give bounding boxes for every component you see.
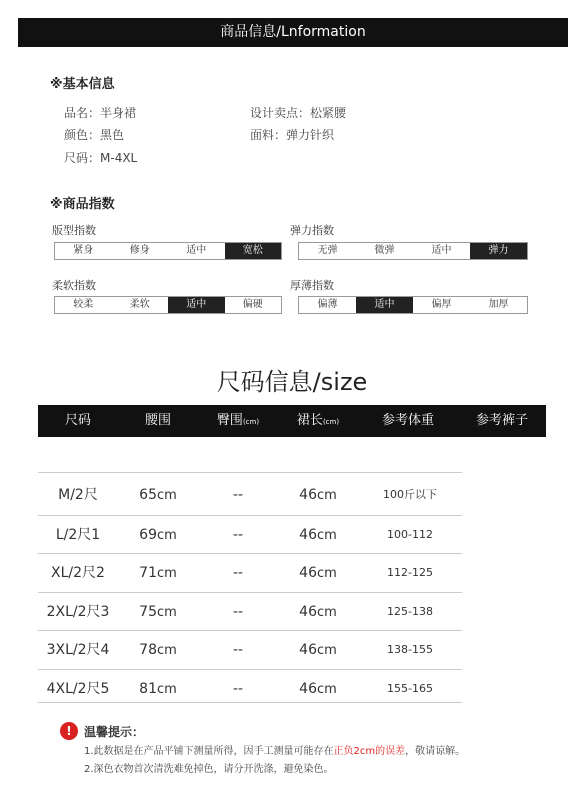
size-cell — [38, 554, 118, 592]
table-row — [38, 630, 462, 669]
waist-cell — [118, 631, 198, 669]
length-cell — [278, 631, 358, 669]
scale-option: 柔软 — [129, 299, 150, 310]
header-pants — [458, 405, 546, 437]
cell-value: 4XL/2尺5 — [46, 680, 110, 697]
header-hip — [198, 405, 278, 437]
table-row — [38, 515, 462, 554]
index-info-heading: ※商品指数 — [50, 197, 115, 212]
info-label: 设计卖点： — [250, 106, 311, 120]
scale-option: 偏薄 — [317, 299, 338, 310]
info-value: 弹力针织 — [286, 128, 335, 142]
cell-value: 69 — [139, 526, 157, 543]
scale-option: 加厚 — [488, 299, 509, 310]
basic-info-heading: ※基本信息 — [50, 77, 115, 92]
header-waist — [118, 405, 198, 437]
cell-value: 75 — [139, 603, 157, 620]
info-label: 品名： — [64, 106, 101, 120]
info-value: 松紧腰 — [310, 106, 347, 120]
header-text: 裙长 — [296, 413, 323, 428]
cell-value: 46 — [299, 487, 317, 503]
scale-option: 宽松 — [225, 243, 282, 259]
info-value: 黑色 — [100, 128, 125, 142]
scale-option: 适中 — [431, 245, 452, 256]
scale-option: 弹力 — [470, 243, 527, 259]
info-item-design — [250, 104, 346, 121]
table-row — [38, 476, 462, 514]
scale-option: 适中 — [186, 245, 207, 256]
table-bottom-rule — [38, 702, 462, 703]
header-text: 尺码 — [64, 413, 91, 428]
cell-unit: cm — [317, 488, 337, 503]
cell-value: 100斤以下 — [383, 488, 437, 501]
scale-fit — [54, 242, 282, 260]
info-label: 面料： — [250, 128, 287, 142]
table-top-rule — [38, 472, 462, 473]
scale-option: 偏厚 — [431, 299, 452, 310]
size-cell — [38, 631, 118, 669]
cell-value: 46 — [299, 565, 317, 581]
size-cell — [38, 476, 118, 514]
header-text: 臀围 — [216, 413, 243, 428]
cell-unit: cm — [157, 527, 177, 543]
table-row — [38, 553, 462, 592]
table-row — [38, 592, 462, 631]
scale-label-thickness: 厚薄指数 — [290, 279, 334, 292]
scale-option: 修身 — [129, 245, 150, 256]
hip-cell — [198, 631, 278, 669]
waist-cell — [118, 593, 198, 631]
info-item-name — [64, 104, 136, 121]
exclamation-icon: ! — [60, 722, 78, 740]
scale-elastic — [298, 242, 528, 260]
cell-value: -- — [232, 603, 244, 620]
header-length — [278, 405, 358, 437]
scale-softness — [54, 296, 282, 314]
length-cell — [278, 476, 358, 514]
info-item-fabric — [250, 126, 334, 143]
scale-option: 紧身 — [73, 245, 94, 256]
hip-cell — [198, 476, 278, 514]
tips-title: 温馨提示： — [84, 725, 145, 739]
waist-cell — [118, 516, 198, 554]
cell-unit: cm — [317, 643, 337, 658]
header-unit: (cm) — [242, 418, 260, 426]
cell-value: 138-155 — [387, 643, 433, 656]
cell-unit: cm — [317, 681, 337, 697]
cell-value: 65 — [139, 487, 157, 503]
cell-unit: cm — [157, 604, 177, 620]
tip-text: ，敬请谅解。 — [405, 746, 466, 757]
cell-unit: cm — [157, 681, 177, 697]
cell-value: 125-138 — [387, 604, 433, 618]
size-cell — [38, 516, 118, 554]
scale-option: 偏硬 — [242, 299, 263, 310]
weight-cell — [358, 476, 462, 514]
scale-label-softness: 柔软指数 — [52, 279, 96, 292]
scale-option: 微弹 — [374, 245, 395, 256]
hip-cell — [198, 516, 278, 554]
cell-value: 155-165 — [387, 681, 433, 695]
cell-unit: cm — [157, 488, 177, 503]
length-cell — [278, 554, 358, 592]
hip-cell — [198, 554, 278, 592]
info-value: 半身裙 — [100, 106, 137, 120]
cell-value: M/2尺 — [58, 487, 98, 503]
scale-label-elastic: 弹力指数 — [290, 224, 334, 237]
cell-unit: cm — [157, 643, 177, 658]
header-size — [38, 405, 118, 437]
waist-cell — [118, 476, 198, 514]
header-text: 腰围 — [144, 413, 171, 428]
cell-value: 46 — [299, 642, 317, 658]
size-cell — [38, 593, 118, 631]
cell-unit: cm — [157, 566, 177, 581]
cell-unit: cm — [317, 604, 337, 620]
cell-value: 2XL/2尺3 — [46, 603, 110, 620]
tip-line-2: 2.深色衣物首次清洗难免掉色，请分开洗涤，避免染色。 — [84, 764, 334, 775]
cell-value: 81 — [139, 680, 157, 697]
weight-cell — [358, 593, 462, 631]
cell-unit: cm — [317, 566, 337, 581]
cell-value: -- — [232, 680, 244, 697]
cell-value: L/2尺1 — [55, 526, 101, 543]
info-item-size — [64, 149, 137, 166]
length-cell — [278, 516, 358, 554]
size-info-title: 尺码信息/size — [216, 368, 368, 396]
length-cell — [278, 593, 358, 631]
info-value: M-4XL — [100, 151, 138, 165]
scale-label-fit: 版型指数 — [52, 224, 96, 237]
header-text: 参考裤子 — [475, 413, 528, 428]
scale-thickness — [298, 296, 528, 314]
scale-option: 较柔 — [73, 299, 94, 310]
scale-option: 适中 — [356, 297, 413, 313]
cell-value: 46 — [299, 603, 317, 620]
cell-unit: cm — [317, 527, 337, 543]
cell-value: 112-125 — [387, 566, 433, 579]
cell-value: 100-112 — [387, 527, 433, 541]
cell-value: 46 — [299, 526, 317, 543]
info-label: 颜色： — [64, 128, 101, 142]
tip-text: 1.此数据是在产品平铺下测量所得，因手工测量可能存在 — [84, 746, 334, 757]
cell-value: -- — [232, 487, 244, 503]
weight-cell — [358, 554, 462, 592]
waist-cell — [118, 554, 198, 592]
cell-value: -- — [232, 642, 244, 658]
cell-value: -- — [232, 526, 244, 543]
cell-value: 3XL/2尺4 — [46, 642, 110, 658]
tip-highlight: 正负2cm的误差 — [333, 746, 406, 757]
scale-option: 无弹 — [317, 245, 338, 256]
cell-value: XL/2尺2 — [51, 565, 105, 581]
size-table-header — [38, 405, 546, 437]
hip-cell — [198, 593, 278, 631]
info-header-bar — [18, 18, 568, 47]
cell-value: 46 — [299, 680, 317, 697]
weight-cell — [358, 631, 462, 669]
header-text: 参考体重 — [381, 413, 434, 428]
header-unit: (cm) — [322, 418, 340, 426]
cell-value: 78 — [139, 642, 157, 658]
tip-line-1 — [84, 742, 465, 757]
weight-cell — [358, 516, 462, 554]
cell-value: 71 — [139, 565, 157, 581]
cell-value: -- — [232, 565, 244, 581]
scale-option: 适中 — [168, 297, 225, 313]
info-header-title: 商品信息/Lnformation — [220, 24, 366, 40]
info-label: 尺码： — [64, 151, 101, 165]
header-weight — [358, 405, 458, 437]
info-item-color — [64, 126, 124, 143]
